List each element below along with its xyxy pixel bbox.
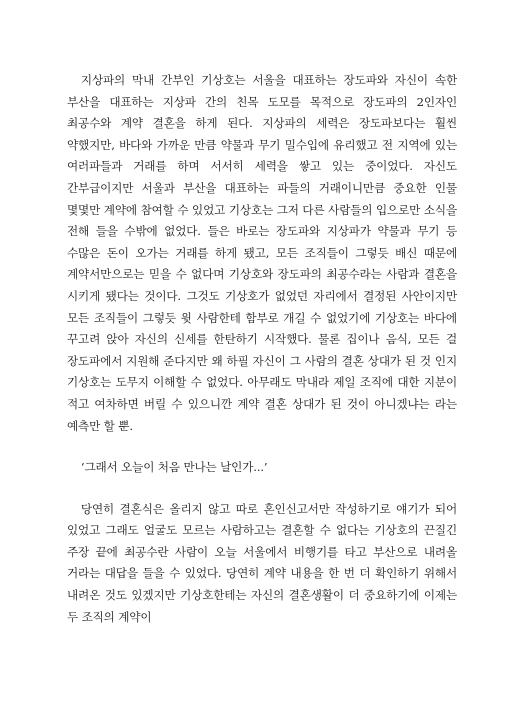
body-paragraph-1: 지상파의 막내 간부인 기상호는 서울을 대표하는 장도파와 자신이 속한 부산을 대표하는 지상파 간의 친목 도모를 목적으로 장도파의 2인자인 최공수와 계약 결혼을 하게 된다. 지상파의 세력은 장도파보다는 훨씬 약했지만, 바다와 가까운 만큼 약물과 무기 밀수입에 유리했고 전 지역에 있는 여러파들과 거래를 하며 서서히 세력을 쌓고 있는 중이었다. 자신도 간부급이지만 서울과 부산을 대표하는 파들의 거래이니만큼 중요한 인물 몇몇만 계약에 참여할 수 있었고 기상호는 그저 다른 사람들의 입으로만 소식을 전해 들을 수밖에 없었다. 들은 바로는 장도파와 지상파가 약물과 무기 등 수많은 돈이 오가는 거래를 하게 됐고, 모든 조직들이 그렇듯 배신 때문에 계약서만으로는 믿을 수 없다며 기상호와 장도파의 최공수라는 사람과 결혼을 시키게 됐다는 것이다. 그것도 기상호가 없었던 자리에서 결정된 사안이지만 모든 조직들이 그렇듯 윗 사람한테 함부로 개길 수 없었기에 기상호는 바다에 꾸고려 앉아 자신의 신세를 한탄하기 시작했다. 물론 집이나 음식, 모든 걸 장도파에서 지원해 준다지만 왜 하필 자신이 그 사람의 결혼 상대가 된 것 인지 기상호는 도무지 이해할 수 없었다. 아무래도 막내라 제일 조직에 대한 지분이 적고 여차하면 버릴 수 있으니깐 계약 결혼 상대가 된 것이 아니겠냐는 라는 예측만 할 뿐. bbox=[67, 73, 457, 433]
inner-thought-line: ‘그래서 오늘이 처음 만나는 날인가...’ bbox=[80, 460, 268, 475]
body-paragraph-2: 당연히 결혼식은 올리지 않고 따로 혼인신고서만 작성하기로 얘기가 되어 있었고 그래도 얼굴도 모르는 사람하고는 결혼할 수 없다는 기상호의 끈질긴 주장 끝에 최공수란 사람이 오늘 서울에서 비행기를 타고 부산으로 내려올 거라는 대답을 들을 수 있었다. 당연히 계약 내용을 한 번 더 확인하기 위해서 내려온 것도 있겠지만 기상호한테는 자신의 결혼생활이 더 중요하기에 이제는 두 조직의 계약이 bbox=[67, 501, 457, 624]
